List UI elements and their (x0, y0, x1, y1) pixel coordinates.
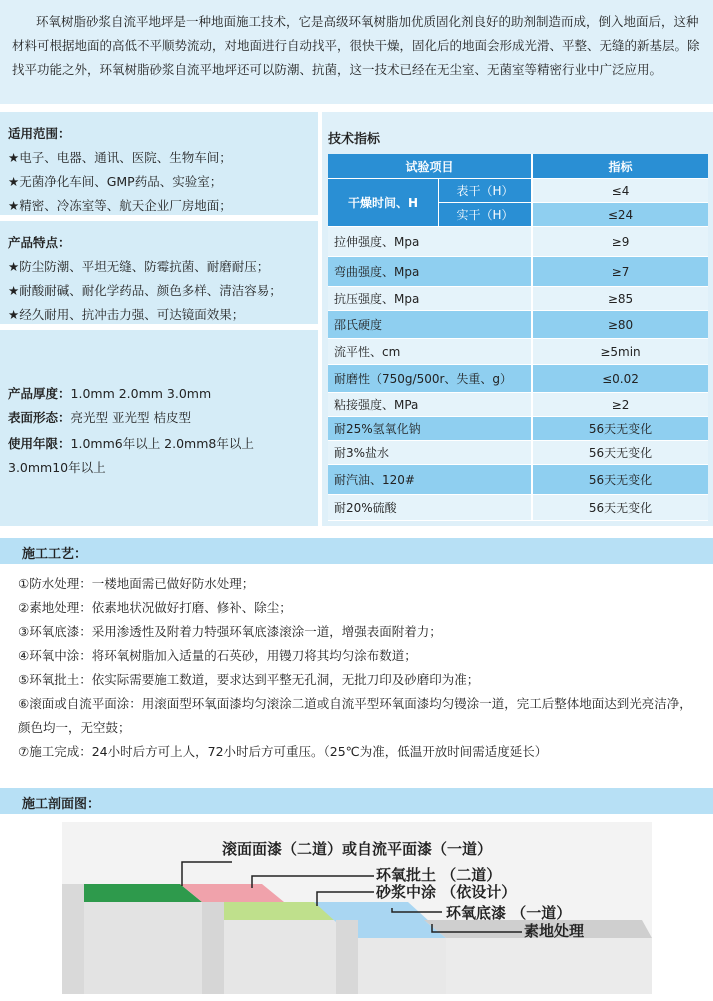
scope-panel (0, 112, 318, 215)
layer-label: 砂浆中涂 （依设计） (376, 883, 517, 901)
tech-table (328, 154, 708, 521)
tech-row-value: ≥5min (533, 339, 708, 365)
scope-item: ★无菌净化车间、GMP药品、实验室； (8, 174, 223, 189)
feature-item: ★防尘防潮、平坦无缝、防霉抗菌、耐磨耐压； (8, 259, 270, 274)
tech-row-label: 邵氏硬度 (328, 311, 533, 339)
diagram-band (0, 788, 713, 814)
tech-title: 技术指标 (328, 132, 381, 147)
surface-value: 亮光型 亚光型 桔皮型 (70, 410, 191, 425)
tech-panel (322, 112, 713, 526)
thickness-row (8, 384, 211, 402)
tech-row-value: ≥9 (533, 227, 708, 257)
tech-row-label: 耐汽油、120# (328, 465, 533, 495)
props-panel (0, 330, 318, 526)
dry-sub-value: ≤24 (533, 203, 708, 227)
process-step: ③环氧底漆：采用渗透性及附着力特强环氧底漆滚涂一道，增强表面附着力； (18, 624, 442, 639)
dry-time-label: 干燥时间、H (328, 179, 439, 227)
process-step: ④环氧中涂：将环氧树脂加入适量的石英砂，用镘刀将其均匀涂布数道； (18, 648, 417, 663)
features-panel (0, 221, 318, 324)
thickness-label: 产品厚度： (8, 386, 71, 401)
tech-row-label: 抗压强度、Mpa (328, 287, 533, 311)
life-row (8, 432, 308, 480)
feature-item: ★耐酸耐碱、耐化学药品、颜色多样、清洁容易； (8, 283, 282, 298)
thickness-value: 1.0mm 2.0mm 3.0mm (70, 386, 212, 401)
tech-row-value: 56天无变化 (533, 495, 708, 521)
intro-section (0, 0, 713, 104)
layer-label: 环氧批土 （二道） (376, 866, 502, 884)
col-value-header: 指标 (533, 154, 708, 179)
process-step: ②素地处理：依素地状况做好打磨、修补、除尘； (18, 600, 292, 615)
process-band (0, 538, 713, 564)
life-value: 1.0mm6年以上 2.0mm8年以上 3.0mm10年以上 (8, 436, 254, 475)
slab-2 (202, 902, 224, 994)
slab-3 (336, 920, 358, 994)
tech-row-value: 56天无变化 (533, 465, 708, 495)
process-step: ⑥滚面或自流平面涂：用滚面型环氧面漆均匀滚涂二道或自流平型环氧面漆均匀镘涂一道，完工后整体地面达到光亮洁净，颜色均一，无空鼓； (18, 696, 692, 735)
diagram-svg (62, 822, 652, 994)
leader-1 (182, 862, 232, 886)
scope-title: 适用范围： (8, 126, 71, 141)
layer-label: 滚面面漆（二道）或自流平面漆（一道） (222, 840, 493, 858)
process-title: 施工工艺： (22, 547, 88, 562)
intro-text: 环氧树脂砂浆自流平地坪是一种地面施工技术，它是高级环氧树脂加优质固化剂良好的助剂制造而成，倒入地面后，这种材料可根据地面的高低不平顺势流动，对地面进行自动找平，很快干燥，固化后的地面会形成光滑、平整、无缝的新基层。除找平功能之外，环氧树脂砂浆自流平地坪还可以防潮、抗菌，这一技术已经在无尘室、无菌室等精密行业中广泛应用。 (12, 14, 700, 77)
tech-row-label: 弯曲强度、Mpa (328, 257, 533, 287)
layer-label: 素地处理 (524, 922, 585, 940)
slab-4 (446, 938, 652, 994)
surface-row (8, 408, 191, 426)
tech-row-value: 56天无变化 (533, 417, 708, 441)
tech-row-value: ≤0.02 (533, 365, 708, 393)
section-diagram (62, 822, 652, 994)
tech-row-label: 耐磨性（750g/500r、失重、g） (328, 365, 533, 393)
tech-row-label: 拉伸强度、Mpa (328, 227, 533, 257)
features-title: 产品特点： (8, 235, 71, 250)
life-label: 使用年限： (8, 436, 71, 451)
dry-sub-label: 实干（H） (439, 203, 533, 227)
tech-row-label: 耐25%氢氧化钠 (328, 417, 533, 441)
tech-row-value: ≥7 (533, 257, 708, 287)
tech-row-value: ≥85 (533, 287, 708, 311)
layer-topcoat-side (62, 884, 84, 994)
tech-row-value: ≥80 (533, 311, 708, 339)
slab-3-front (358, 938, 446, 994)
process-step: ⑦施工完成：24小时后方可上人，72小时后方可重压。（25℃为准，低温开放时间需适度延长） (18, 744, 548, 759)
tech-row-label: 粘接强度、MPa (328, 393, 533, 417)
process-step: ①防水处理：一楼地面需已做好防水处理； (18, 576, 255, 591)
slab-1 (84, 902, 202, 994)
col-item-header: 试验项目 (328, 154, 533, 179)
feature-item: ★经久耐用、抗冲击力强、可达镜面效果； (8, 307, 245, 322)
process-step: ⑤环氧批土：依实际需要施工数道，要求达到平整无孔洞，无批刀印及砂磨印为准； (18, 672, 480, 687)
dry-sub-label: 表干（H） (439, 179, 533, 203)
tech-row-label: 耐3%盐水 (328, 441, 533, 465)
surface-label: 表面形态： (8, 410, 71, 425)
tech-row-label: 流平性、cm (328, 339, 533, 365)
scope-item: ★电子、电器、通讯、医院、生物车间； (8, 150, 232, 165)
slab-2-front (224, 920, 336, 994)
leader-2 (252, 876, 374, 888)
scope-item: ★精密、冷冻室等、航天企业厂房地面； (8, 198, 232, 213)
process-section (0, 566, 713, 774)
tech-row-value: 56天无变化 (533, 441, 708, 465)
diagram-title: 施工剖面图： (22, 797, 101, 812)
layer-label: 环氧底漆 （一道） (446, 904, 572, 922)
dry-sub-value: ≤4 (533, 179, 708, 203)
tech-row-value: ≥2 (533, 393, 708, 417)
tech-row-label: 耐20%硫酸 (328, 495, 533, 521)
